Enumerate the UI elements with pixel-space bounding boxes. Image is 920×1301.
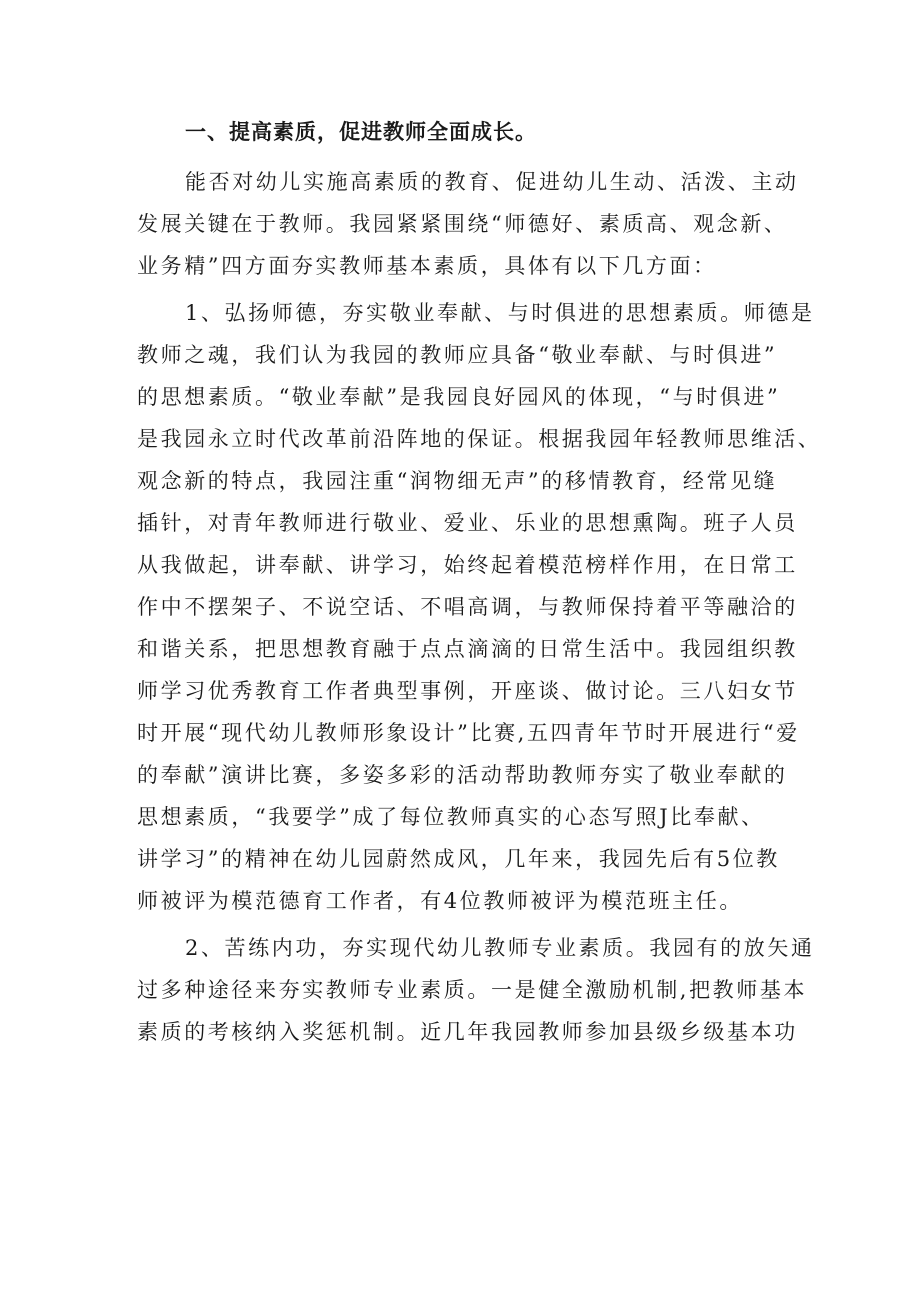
paragraph-2-line-4: 是我园永立时代改革前沿阵地的保证。根据我园年轻教师思维活、 — [137, 427, 822, 451]
paragraph-1-line-2: 发展关键在于教师。我园紧紧围绕“师德好、素质高、观念新、 — [137, 212, 788, 236]
paragraph-2-line-12: 的奉献”演讲比赛，多姿多彩的活动帮助教师夯实了敬业奉献的 — [137, 763, 788, 787]
paragraph-2-line-3: 的思想素质。“敬业奉献”是我园良好园风的体现，“与时俱进” — [137, 385, 781, 409]
paragraph-2-line-1: 1、弘扬师德，夯实敬业奉献、与时俱进的思想素质。师德是 — [185, 301, 815, 325]
paragraph-2-line-9: 和谐关系，把思想教育融于点点滴滴的日常生活中。我园组织教 — [137, 637, 798, 661]
paragraph-2-line-15: 师被评为模范德育工作者，有4位教师被评为模范班主任。 — [137, 889, 743, 913]
paragraph-2-line-2: 教师之魂，我们认为我园的教师应具备“敬业奉献、与时俱进” — [137, 343, 778, 367]
paragraph-2-line-6: 插针，对青年教师进行敬业、爱业、乐业的思想熏陶。班子人员 — [137, 511, 798, 535]
paragraph-2-line-7: 从我做起，讲奉献、讲学习，始终起着模范榜样作用，在日常工 — [137, 553, 798, 577]
section-heading: 一、提高素质，促进教师全面成长。 — [185, 119, 537, 144]
paragraph-2-line-11: 时开展“现代幼儿教师形象设计”比赛,五四青年节时开展进行“爱 — [137, 721, 800, 745]
paragraph-1-line-3: 业务精”四方面夯实教师基本素质，具体有以下几方面： — [137, 254, 717, 278]
paragraph-2-line-14: 讲学习”的精神在幼儿园蔚然成风，几年来，我园先后有5位教 — [137, 847, 780, 871]
paragraph-2-line-8: 作中不摆架子、不说空话、不唱高调，与教师保持着平等融洽的 — [137, 595, 798, 619]
paragraph-2-line-5: 观念新的特点，我园注重“润物细无声”的移情教育，经常见缝 — [137, 469, 778, 493]
paragraph-3-line-3: 素质的考核纳入奖惩机制。近几年我园教师参加县级乡级基本功 — [137, 1020, 798, 1044]
paragraph-3-line-2: 过多种途径来夯实教师专业素质。一是健全激励机制,把教师基本 — [137, 978, 808, 1002]
paragraph-2-line-13: 思想素质，“我要学”成了每位教师真实的心态写照J比奉献、 — [137, 805, 765, 829]
paragraph-1-line-1: 能否对幼儿实施高素质的教育、促进幼儿生动、活泼、主动 — [185, 170, 799, 194]
paragraph-2-line-10: 师学习优秀教育工作者典型事例，开座谈、做讨论。三八妇女节 — [137, 679, 798, 703]
paragraph-3-line-1: 2、苦练内功，夯实现代幼儿教师专业素质。我园有的放矢通 — [185, 936, 815, 960]
